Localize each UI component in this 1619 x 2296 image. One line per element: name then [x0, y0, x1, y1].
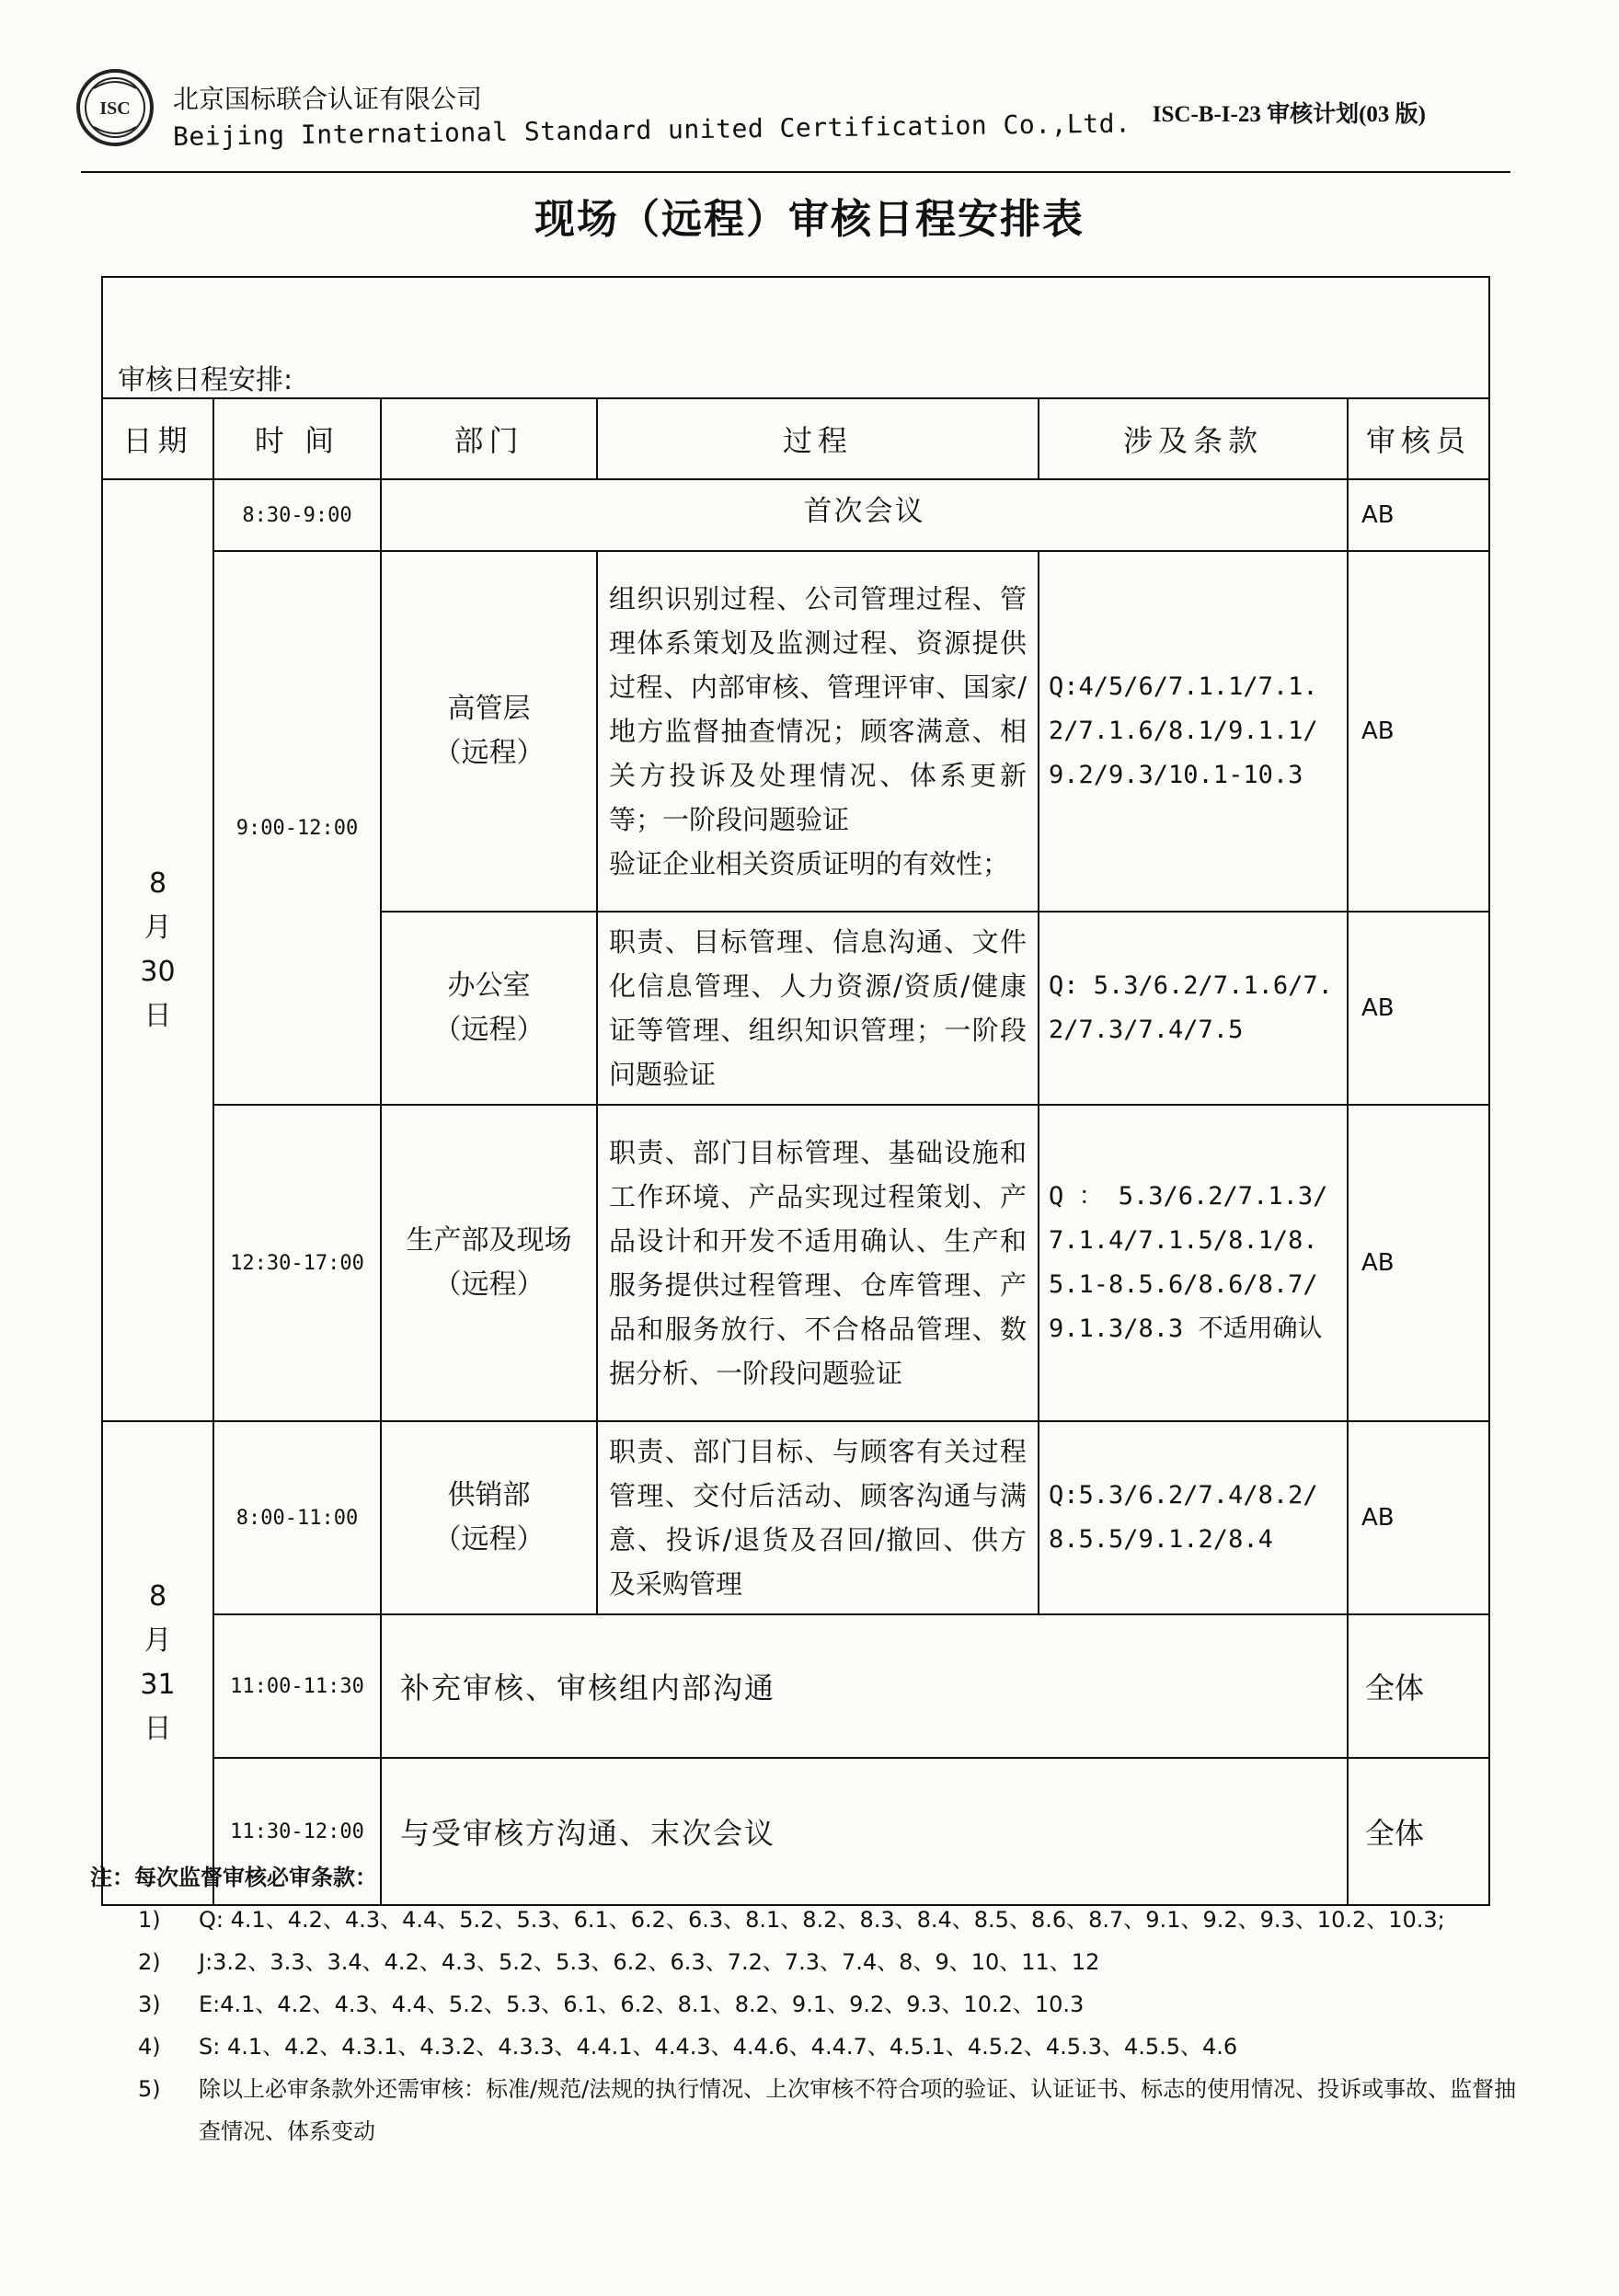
auditor-cell: 全体 — [1348, 1758, 1489, 1905]
department-cell: 高管层 （远程） — [381, 551, 597, 912]
table-header-row — [102, 398, 1489, 479]
header-divider — [81, 171, 1510, 173]
clauses-cell: Q:5.3/6.2/7.4/8.2/8.5.5/9.1.2/8.4 — [1039, 1421, 1348, 1614]
note-item: 3) E:4.1、4.2、4.3、4.4、5.2、5.3、6.1、6.2、8.1、8.2、9.1、9.2、9.3、10.2、10.3 — [138, 1992, 1085, 2017]
company-logo — [75, 68, 155, 147]
department-cell: 办公室 （远程） — [381, 912, 597, 1105]
table-row — [102, 479, 1489, 551]
col-header-clauses: 涉及条款 — [1039, 398, 1348, 479]
note-item: 1) Q: 4.1、4.2、4.3、4.4、5.2、5.3、6.1、6.2、6.3、8.1、8.2、8.3、8.4、8.5、8.6、8.7、9.1、9.2、9.3、10.2、10.3; — [138, 1907, 1445, 1933]
note-item: 2) J:3.2、3.3、3.4、4.2、4.3、5.2、5.3、6.2、6.3、7.2、7.3、7.4、8、9、10、11、12 — [138, 1949, 1100, 1975]
notes-heading: 注：每次监督审核必审条款： — [90, 1865, 377, 1890]
col-header-auditor: 审核员 — [1348, 398, 1489, 479]
department-cell: 生产部及现场 （远程） — [381, 1105, 597, 1421]
page-title: 现场（远程）审核日程安排表 — [534, 196, 1085, 243]
clauses-cell: Q ： 5.3/6.2/7.1.3/7.1.4/7.1.5/8.1/8.5.1-8.5.6/8.6/8.7/9.1.3/8.3 不适用确认 — [1039, 1105, 1348, 1421]
time-cell: 11:00-11:30 — [213, 1614, 381, 1758]
auditor-cell: AB — [1348, 551, 1489, 912]
time-cell: 8:00-11:00 — [213, 1421, 381, 1614]
auditor-cell: AB — [1348, 479, 1489, 551]
process-cell: 组织识别过程、公司管理过程、管理体系策划及监测过程、资源提供过程、内部审核、管理评审、国家/地方监督抽查情况；顾客满意、相关方投诉及处理情况、体系更新等；一阶段问题验证 验证企业相关资质证明的有效性； — [597, 551, 1039, 912]
department-cell: 供销部 （远程） — [381, 1421, 597, 1614]
process-cell: 职责、目标管理、信息沟通、文件化信息管理、人力资源/资质/健康证等管理、组织知识管理；一阶段问题验证 — [597, 912, 1039, 1105]
auditor-cell: AB — [1348, 1105, 1489, 1421]
clauses-cell: Q: 5.3/6.2/7.1.6/7.2/7.3/7.4/7.5 — [1039, 912, 1348, 1105]
time-cell: 11:30-12:00 — [213, 1758, 381, 1905]
merged-activity-cell: 首次会议 — [381, 479, 1348, 551]
process-cell: 职责、部门目标管理、基础设施和工作环境、产品实现过程策划、产品设计和开发不适用确认、生产和服务提供过程管理、仓库管理、产品和服务放行、不合格品管理、数据分析、一阶段问题验证 — [597, 1105, 1039, 1421]
logo-text: ISC — [99, 98, 131, 119]
col-header-department: 部门 — [381, 398, 597, 479]
clauses-cell: Q:4/5/6/7.1.1/7.1.2/7.1.6/8.1/9.1.1/9.2/9.3/10.1-10.3 — [1039, 551, 1348, 912]
notes-section — [90, 1856, 1525, 2152]
time-cell: 12:30-17:00 — [213, 1105, 381, 1421]
table-row — [102, 1614, 1489, 1758]
col-header-date: 日期 — [102, 398, 213, 479]
process-cell: 职责、部门目标、与顾客有关过程管理、交付后活动、顾客沟通与满意、投诉/退货及召回/撤回、供方及采购管理 — [597, 1421, 1039, 1614]
company-name-en: Beijing International Standard united Certification Co.,Ltd. — [172, 108, 1131, 152]
col-header-process: 过程 — [597, 398, 1039, 479]
table-row — [102, 1421, 1489, 1614]
date-cell-day1: 8 月 30 日 — [102, 479, 213, 1421]
audit-schedule-table — [101, 276, 1490, 1906]
note-item: 4) S: 4.1、4.2、4.3.1、4.3.2、4.3.3、4.4.1、4.4.3、4.4.6、4.4.7、4.5.1、4.5.2、4.5.3、4.5.5、4.6 — [138, 2034, 1238, 2060]
time-cell: 8:30-9:00 — [213, 479, 381, 551]
auditor-cell: AB — [1348, 912, 1489, 1105]
auditor-cell: 全体 — [1348, 1614, 1489, 1758]
note-item: 5) 除以上必审条款外还需审核：标准/规范/法规的执行情况、上次审核不符合项的验证、认证证书、标志的使用情况、投诉或事故、监督抽查情况、体系变动 — [138, 2076, 1517, 2144]
date-cell-day2: 8 月 31 日 — [102, 1421, 213, 1905]
schedule-section-label: 审核日程安排: — [102, 277, 1489, 398]
merged-activity-cell: 与受审核方沟通、末次会议 — [381, 1758, 1348, 1905]
table-row — [102, 551, 1489, 912]
time-cell: 9:00-12:00 — [213, 551, 381, 1105]
merged-activity-cell: 补充审核、审核组内部沟通 — [381, 1614, 1348, 1758]
col-header-time: 时 间 — [213, 398, 381, 479]
table-row — [102, 1105, 1489, 1421]
auditor-cell: AB — [1348, 1421, 1489, 1614]
company-name-cn: 北京国标联合认证有限公司 — [173, 84, 483, 114]
document-code: ISC-B-I-23 审核计划(03 版) — [1152, 102, 1426, 127]
